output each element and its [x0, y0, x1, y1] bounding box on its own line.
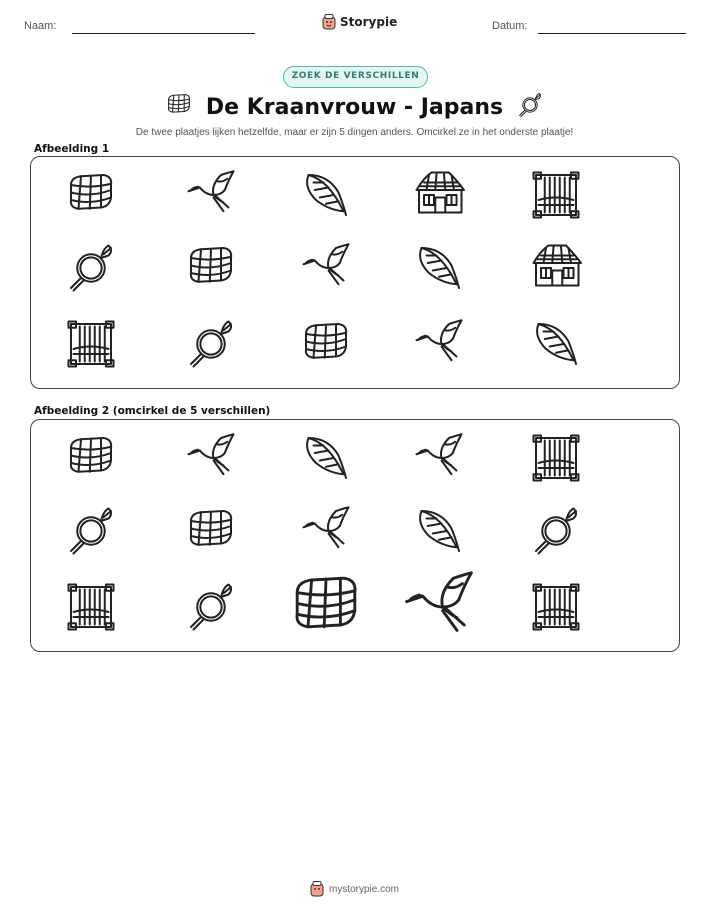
- hoop-icon[interactable]: [66, 243, 116, 293]
- brand: [322, 14, 397, 30]
- feather-icon[interactable]: [301, 433, 351, 483]
- footer-url[interactable]: mystorypie.com: [328, 883, 399, 895]
- feather-icon[interactable]: [301, 170, 351, 220]
- loom-icon[interactable]: [531, 582, 581, 632]
- crane-icon[interactable]: [301, 243, 351, 293]
- loom-icon[interactable]: [531, 433, 581, 483]
- crane-icon[interactable]: [186, 170, 236, 220]
- feather-icon[interactable]: [414, 243, 464, 293]
- date-label: Datum:: [492, 20, 528, 32]
- crane-icon[interactable]: [414, 433, 464, 483]
- hoop-icon[interactable]: [186, 582, 236, 632]
- quilt-icon[interactable]: [301, 319, 351, 369]
- loom-icon[interactable]: [531, 170, 581, 220]
- loom-icon[interactable]: [66, 319, 116, 369]
- title-row: [0, 92, 709, 122]
- house-icon[interactable]: [414, 170, 464, 220]
- storypie-logo-icon: [322, 14, 336, 30]
- activity-badge: ZOEK DE VERSCHILLEN: [283, 66, 428, 88]
- hoop-icon[interactable]: [531, 506, 581, 556]
- footer: [0, 881, 709, 897]
- name-field[interactable]: [72, 33, 255, 34]
- quilt-icon[interactable]: [66, 170, 116, 220]
- crane-icon[interactable]: [301, 506, 351, 556]
- hoop-icon[interactable]: [66, 506, 116, 556]
- crane-icon-large[interactable]: [403, 571, 475, 643]
- crane-icon[interactable]: [414, 319, 464, 369]
- quilt-icon[interactable]: [186, 243, 236, 293]
- name-label: Naam:: [24, 20, 57, 32]
- crane-icon[interactable]: [186, 433, 236, 483]
- brand-name: Storypie: [340, 15, 398, 29]
- picture-1-panel: [30, 156, 680, 389]
- page-title: De Kraanvrouw - Japans: [205, 94, 504, 120]
- picture-2-panel: [30, 419, 680, 652]
- panel2-label: Afbeelding 2 (omcirkel de 5 verschillen): [34, 405, 271, 417]
- instructions: De twee plaatjes lijken hetzelfde, maar er zijn 5 dingen anders. Omcirkel ze in het onderste plaatje!: [135, 127, 574, 138]
- house-icon[interactable]: [531, 243, 581, 293]
- loom-icon[interactable]: [66, 582, 116, 632]
- feather-icon[interactable]: [414, 506, 464, 556]
- panel1-label: Afbeelding 1: [34, 143, 110, 155]
- quilt-icon[interactable]: [186, 506, 236, 556]
- hoop-icon[interactable]: [186, 319, 236, 369]
- quilt-icon-large[interactable]: [290, 571, 362, 643]
- feather-icon[interactable]: [531, 319, 581, 369]
- quilt-icon: [166, 92, 192, 122]
- hoop-icon: [517, 92, 543, 122]
- date-field[interactable]: [538, 33, 686, 34]
- storypie-logo-icon: [310, 881, 324, 897]
- quilt-icon[interactable]: [66, 433, 116, 483]
